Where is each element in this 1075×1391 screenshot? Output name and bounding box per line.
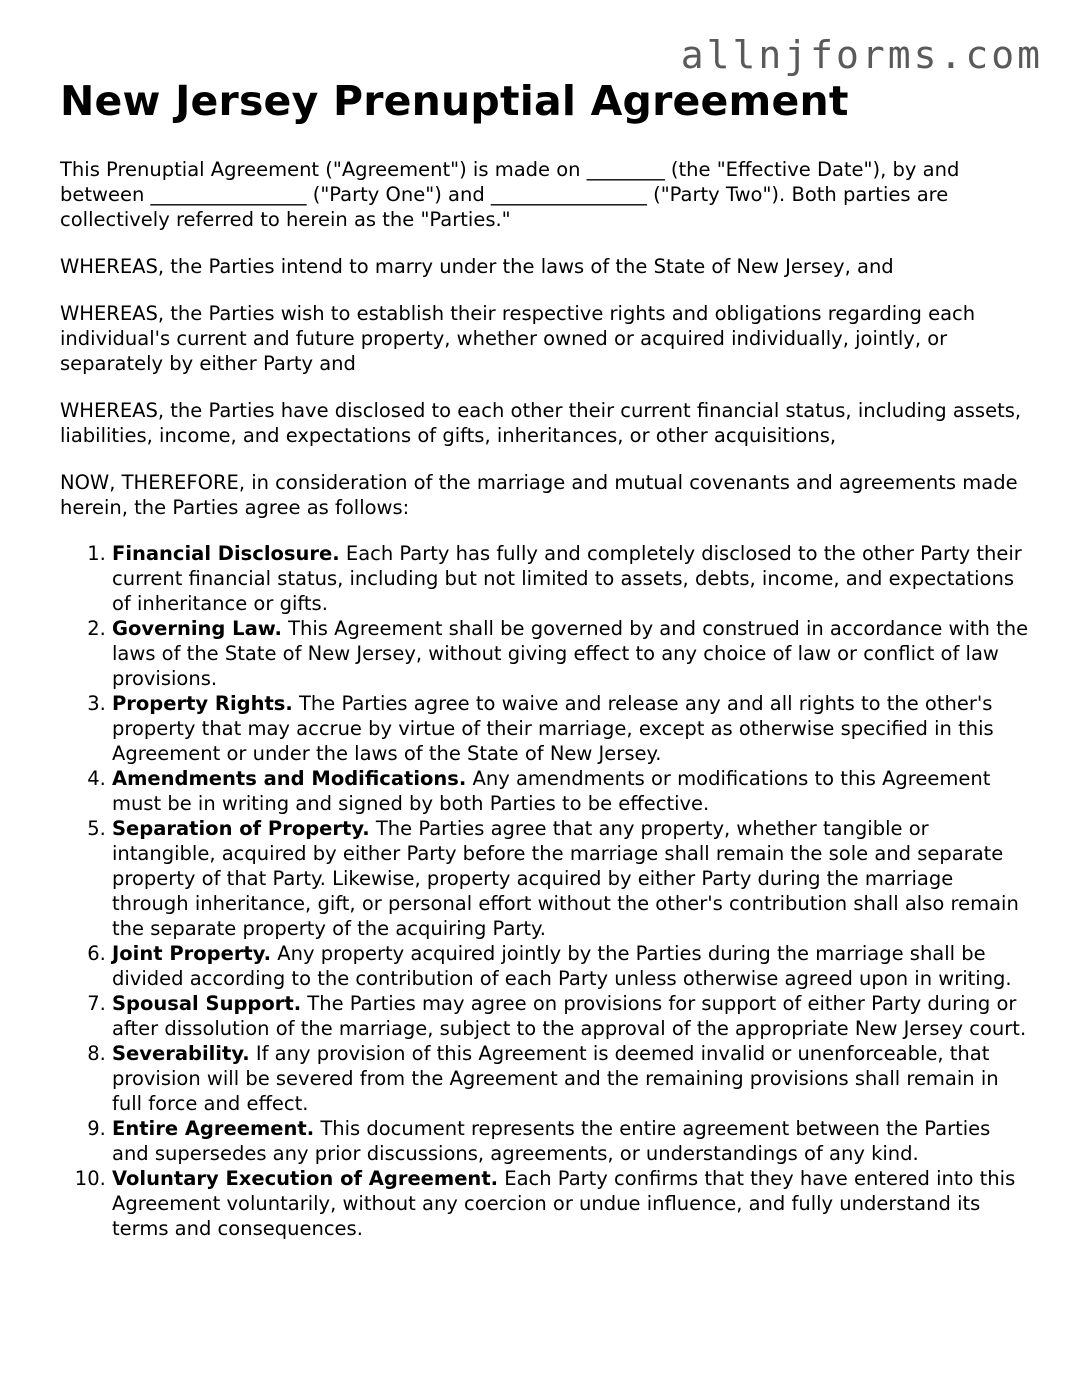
clause-text: The Parties agree that any property, whether tangible or intangible, acquired by either Party before the marriage shall remain the sole and separate property of that Party. Likewise, property acquired by either Party during the marriage through inheritance, gift, or personal effort without the other's contribution shall also remain the separate property of the acquiring Party. <box>112 817 1019 941</box>
clause-item <box>112 1041 1030 1116</box>
clause-heading: Financial Disclosure. <box>112 542 340 566</box>
clause-list <box>60 541 1030 1241</box>
page-title: New Jersey Prenuptial Agreement <box>60 77 849 125</box>
clause-item <box>112 941 1030 991</box>
clause-item <box>112 1116 1030 1166</box>
clause-item <box>112 766 1030 816</box>
clause-heading: Amendments and Modifications. <box>112 767 467 791</box>
clause-heading: Spousal Support. <box>112 992 302 1016</box>
clause-heading: Entire Agreement. <box>112 1117 315 1141</box>
clause-text: Each Party confirms that they have entered into this Agreement voluntarily, without any coercion or undue influence, and fully understand its terms and consequences. <box>112 1167 1016 1241</box>
clause-item <box>112 616 1030 691</box>
clause-heading: Voluntary Execution of Agreement. <box>112 1167 499 1191</box>
now-therefore-paragraph: NOW, THEREFORE, in consideration of the marriage and mutual covenants and agreements made herein, the Parties agree as follows: <box>60 471 1018 520</box>
clause-item <box>112 991 1030 1041</box>
clause-heading: Property Rights. <box>112 692 293 716</box>
clause-item <box>112 816 1030 941</box>
clause-text: Any property acquired jointly by the Parties during the marriage shall be divided according to the contribution of each Party unless otherwise agreed upon in writing. <box>112 942 1012 991</box>
whereas-paragraph-3: WHEREAS, the Parties have disclosed to each other their current financial status, including assets, liabilities, income, and expectations of gifts, inheritances, or other acquisitions, <box>60 399 1022 448</box>
clause-text: This Agreement shall be governed by and construed in accordance with the laws of the State of New Jersey, without giving effect to any choice of law or conflict of law provisions. <box>112 617 1029 691</box>
clause-text: If any provision of this Agreement is deemed invalid or unenforceable, that provision will be severed from the Agreement and the remaining provisions shall remain in full force and effect. <box>112 1042 999 1116</box>
watermark: allnjforms.com <box>680 33 1043 77</box>
clause-item <box>112 1166 1030 1241</box>
document-page <box>60 78 1030 1241</box>
clause-text: This document represents the entire agreement between the Parties and supersedes any prior discussions, agreements, or understandings of any kind. <box>112 1117 991 1166</box>
clause-heading: Joint Property. <box>112 942 272 966</box>
clause-text: The Parties may agree on provisions for support of either Party during or after dissolution of the marriage, subject to the approval of the appropriate New Jersey court. <box>112 992 1027 1041</box>
clause-item <box>112 541 1030 616</box>
whereas-paragraph-1: WHEREAS, the Parties intend to marry under the laws of the State of New Jersey, and <box>60 255 894 279</box>
clause-text: The Parties agree to waive and release any and all rights to the other's property that may accrue by virtue of their marriage, except as otherwise specified in this Agreement or under the laws of the State of New Jersey. <box>112 692 994 766</box>
clause-text: Each Party has fully and completely disclosed to the other Party their current financial status, including but not limited to assets, debts, income, and expectations of inheritance or gifts. <box>112 542 1022 616</box>
intro-paragraph: This Prenuptial Agreement ("Agreement") is made on ________ (the "Effective Date"), by and between ________________ ("Party One") and ________________ ("Party Two"). Both parties are collectively referred to herein as the "Parties." <box>60 158 960 232</box>
clause-text: Any amendments or modifications to this Agreement must be in writing and signed by both Parties to be effective. <box>112 767 991 816</box>
clause-heading: Governing Law. <box>112 617 282 641</box>
clause-heading: Separation of Property. <box>112 817 370 841</box>
clause-item <box>112 691 1030 766</box>
whereas-paragraph-2: WHEREAS, the Parties wish to establish their respective rights and obligations regarding each individual's current and future property, whether owned or acquired individually, jointly, or separately by either Party and <box>60 302 976 376</box>
clause-heading: Severability. <box>112 1042 250 1066</box>
